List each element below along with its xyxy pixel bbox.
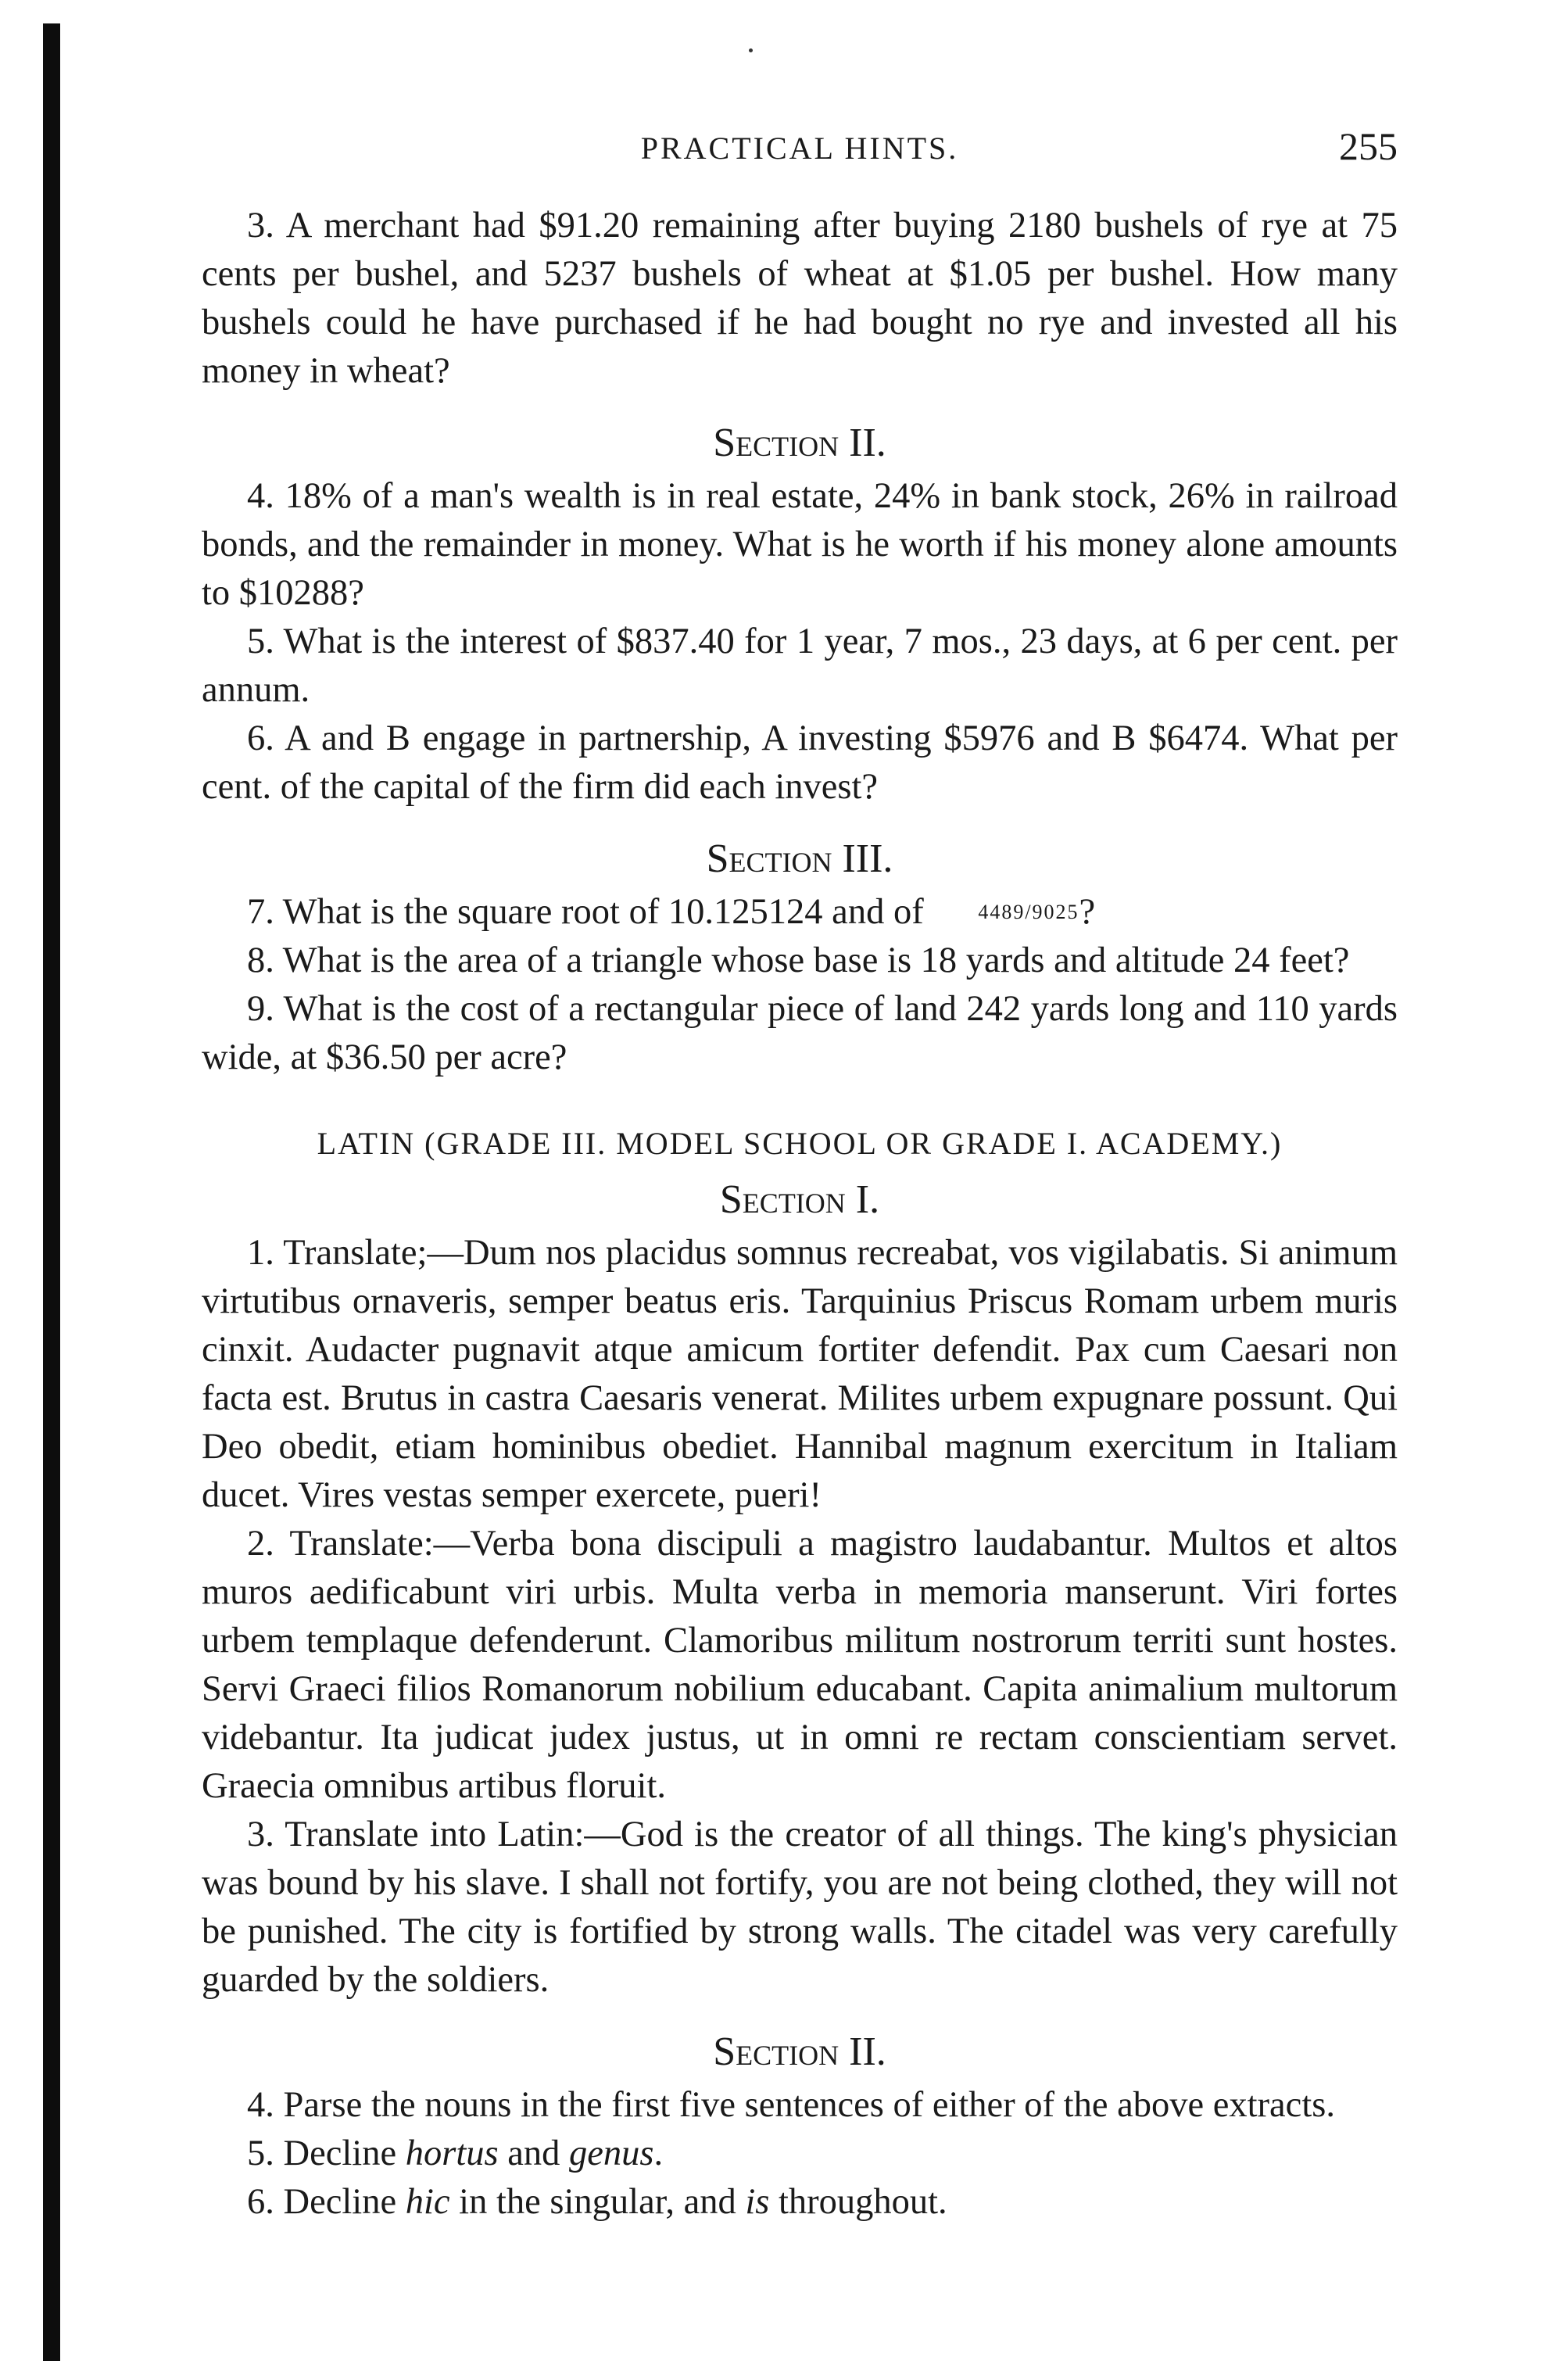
q7-fraction: 4489/9025 (978, 901, 1079, 923)
latin-question-6 (202, 2178, 1398, 2227)
latin-question-2: 2. Translate:—Verba bona discipuli a magistro laudabantur. Multos et altos muros aedificabunt viri urbis. Multa verba in memoria manserunt. Viri fortes urbem templaque defenderunt. Clamoribus militum nostrorum territi sunt hostes. Servi Graeci filios Romanorum nobilium educabant. Capita animalium multorum videbantur. Ita judicat judex justus, ut in omni re rectam conscientiam servet. Graecia omnibus artibus floruit. (202, 1524, 1398, 1806)
page-number: 255 (1339, 124, 1398, 168)
q7-end: ? (1079, 892, 1096, 932)
q7-text: 7. What is the square root of 10.125124 and of (247, 892, 924, 932)
latin-question-1: 1. Translate;—Dum nos placidus somnus recreabat, vos vigilabatis. Si animum virtutibus ornaveris, semper beatus eris. Tarquinius Priscus Romam urbem muris cinxit. Audacter pugnavit atque amicum fortiter defendit. Pax cum Caesari non facta est. Brutus in castra Caesaris venerat. Milites urbem expugnare possunt. Qui Deo obedit, etiam hominibus obediet. Hannibal magnum exercitum in Italiam ducet. Vires vestas semper exercete, pueri! (202, 1233, 1398, 1515)
q6-word-is: is (745, 2182, 770, 2222)
latin-question-3: 3. Translate into Latin:—God is the creator of all things. The king's physician was bound by his slave. I shall not fortify, you are not being clothed, they will not be punished. The city is fortified by strong walls. The citadel was very carefully guarded by the soldiers. (202, 1815, 1398, 2000)
q6-word-hic: hic (405, 2182, 450, 2222)
q5-word-genus: genus (568, 2133, 654, 2173)
arith-question-8: 8. What is the area of a triangle whose base is 18 yards and altitude 24 feet? (247, 940, 1350, 980)
arith-question-6: 6. A and B engage in partnership, A investing $5976 and B $6474. What per cent. of the capital of the firm did each invest? (202, 718, 1398, 807)
arith-question-4: 4. 18% of a man's wealth is in real estate, 24% in bank stock, 26% in railroad bonds, and the remainder in money. What is he worth if his money alone amounts to $10288? (202, 476, 1398, 613)
arith-question-5: 5. What is the interest of $837.40 for 1 year, 7 mos., 23 days, at 6 per cent. per annum. (202, 622, 1398, 710)
page-body (202, 202, 1398, 2227)
latin-question-5 (202, 2130, 1398, 2178)
arith-section-2-title: Section II. (713, 421, 886, 465)
running-head: PRACTICAL HINTS. (640, 131, 959, 166)
arith-section-3-title: Section III. (706, 837, 893, 881)
q6-text-a: 6. Decline (247, 2182, 406, 2222)
q5-text-a: 5. Decline (247, 2133, 406, 2173)
print-speck (749, 48, 753, 52)
q6-text-c: throughout. (769, 2182, 947, 2222)
arith-question-9: 9. What is the cost of a rectangular piece of land 242 yards long and 110 yards wide, at $36.50 per acre? (202, 989, 1398, 1077)
page-header (202, 124, 1398, 175)
latin-section-2-title: Section II. (713, 2030, 886, 2074)
q5-text-b: and (498, 2133, 569, 2173)
q5-text-c: . (653, 2133, 664, 2173)
page-binding-edge (43, 23, 60, 2361)
arith-question-3: 3. A merchant had $91.20 remaining after buying 2180 bushels of rye at 75 cents per bushel, and 5237 bushels of wheat at $1.05 per bushel. How many bushels could he have purchased if he had bought no rye and invested all his money in wheat? (202, 206, 1398, 391)
q5-word-hortus: hortus (405, 2133, 499, 2173)
latin-section-1-title: Section I. (719, 1177, 880, 1222)
latin-question-4: 4. Parse the nouns in the first five sentences of either of the above extracts. (247, 2085, 1335, 2125)
q6-text-b: in the singular, and (449, 2182, 746, 2222)
latin-heading: LATIN (GRADE III. MODEL SCHOOL OR GRADE I. ACADEMY.) (317, 1126, 1283, 1161)
arith-question-7 (202, 888, 1398, 937)
